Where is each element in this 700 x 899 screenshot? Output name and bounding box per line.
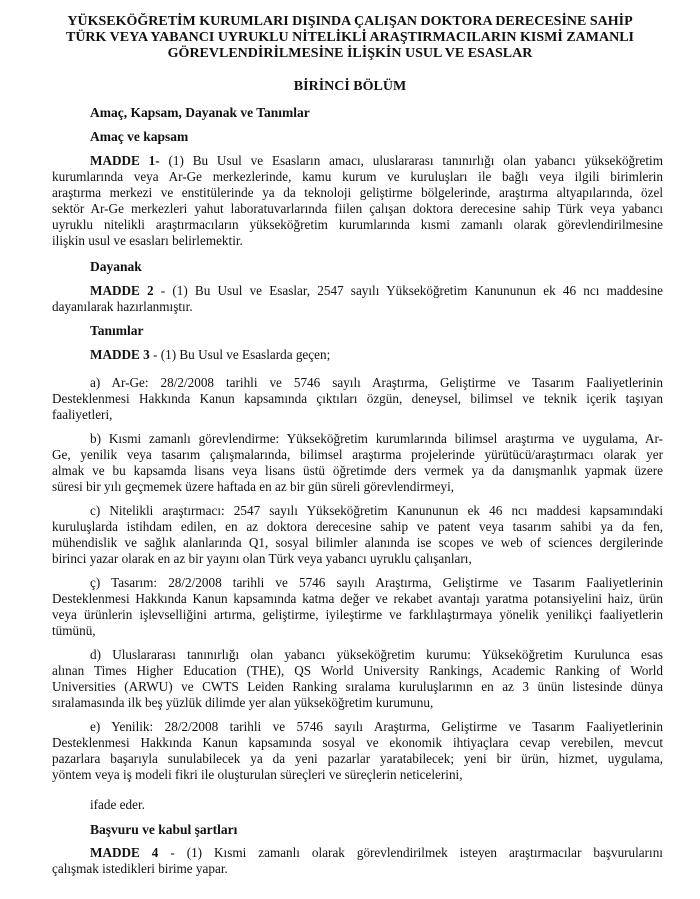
article-4-label: MADDE 4 xyxy=(90,845,159,860)
title-line-2: TÜRK VEYA YABANCI UYRUKLU NİTELİKLİ ARAŞTIRMACILARIN KISMİ ZAMANLI xyxy=(65,30,634,45)
definition-cc-line-1: ç) Tasarım: 28/2/2008 tarihli ve 5746 sayılı Araştırma, Geliştirme ve Tasarım Faaliyetlerinin xyxy=(90,575,663,590)
article-3-label: MADDE 3 xyxy=(90,347,150,362)
article-2-line-1: MADDE 2 - (1) Bu Usul ve Esaslar, 2547 sayılı Yükseköğretim Kanununun ek 46 ncı maddesine xyxy=(90,283,663,298)
definition-cc xyxy=(52,575,663,639)
definition-e-line-1: e) Yenilik: 28/2/2008 tarihli ve 5746 sayılı Araştırma, Geliştirme ve Tasarım Faaliyetlerinin xyxy=(90,719,663,734)
definition-d-line-1: d) Uluslararası tanınırlığı olan yabancı yükseköğretim kurumu: Yükseköğretim Kurulunca esas xyxy=(90,647,663,662)
definition-cc-line-4: tümünü, xyxy=(52,623,96,638)
heading-basis: Dayanak xyxy=(90,259,142,274)
section-title: BİRİNCİ BÖLÜM xyxy=(293,79,407,94)
definition-a-line-1: a) Ar-Ge: 28/2/2008 tarihli ve 5746 sayılı Araştırma, Geliştirme ve Tasarım Faaliyetlerinin xyxy=(90,375,663,390)
definition-cc-line-3: veya ürünlerin işlevselliğini artırma, geliştirme, iyileştirme ve farklılaştırmaya yönelik yenilikçi faaliyetlerin xyxy=(52,607,663,622)
heading-application: Başvuru ve kabul şartları xyxy=(90,822,238,837)
definition-e xyxy=(52,719,663,783)
article-3-intro: MADDE 3 - (1) Bu Usul ve Esaslarda geçen; xyxy=(90,347,331,362)
definition-cc-line-2: Desteklenmesi Hakkında Kanun kapsamında katma değer ve rekabet avantajı yaratma potansiyelini haiz, ürün xyxy=(52,591,663,606)
article-2 xyxy=(52,283,663,315)
definition-e-line-3: pazarlara başarıyla sunulabilecek ya da yeni pazarlar yaratabilecek; yeni bir ürün, hizmet, uygulama, xyxy=(52,751,663,766)
definition-b-line-4: süresi bir yılı geçmemek üzere haftada en az bir gün süreli görevlendirmeyi, xyxy=(52,479,455,494)
article-1 xyxy=(52,153,663,249)
article-4-line-1: MADDE 4 - (1) Kısmi zamanlı olarak görevlendirilmek isteyen araştırmacılar başvurularını xyxy=(90,845,663,860)
definition-c-line-3: mühendislik ve sağlık alanlarında Q1, sosyal bilimler alanında ise scopes ve web of sciences dergilerinde xyxy=(52,535,663,550)
article-1-line-5: uyruklu nitelikli araştırmacıların yükseköğretim kurumlarında kısmi zamanlı olarak görevlendirilmesine xyxy=(52,217,663,232)
definition-b-line-2: Ge, yenilik veya tasarım çalışmalarında, bilimsel araştırma projelerinde yürütücü/araştırmacı olarak yer xyxy=(52,447,663,462)
heading-purpose: Amaç ve kapsam xyxy=(90,129,189,144)
definition-a-line-2: Desteklenmesi Hakkında Kanun kapsamında çıktıları özgün, deneysel, bilimsel ve teknik içerik taşıyan xyxy=(52,391,663,406)
definition-d-line-2: alınan Times Higher Education (THE), QS World University Rankings, Academic Ranking of World xyxy=(52,663,663,678)
definition-e-line-4: yöntem veya iş modeli fikri ile oluşturulan süreçleri ve süreçlerin neticelerini, xyxy=(52,767,463,782)
definition-d xyxy=(52,647,663,711)
article-1-line-1: MADDE 1- (1) Bu Usul ve Esasların amacı, uluslararası tanınırlığı olan yabancı yükseköğretim xyxy=(90,153,663,168)
definition-a xyxy=(52,375,663,423)
article-4-line-2: çalışmak istedikleri birime yapar. xyxy=(52,861,228,876)
article-2-label: MADDE 2 xyxy=(90,283,154,298)
article-1-line-2: kurumlarında veya Ar-Ge merkezlerinde, kamu kurum ve kuruluşları ile bağlı veya ilgili birimlerin xyxy=(52,169,663,184)
article-1-line-6: ilişkin usul ve esasları belirlemektir. xyxy=(52,233,243,248)
definition-c xyxy=(52,503,663,567)
definition-d-line-4: sıralamasında ilk beş yüzlük dilimde yer alan yükseköğretim kurumunu, xyxy=(52,695,434,710)
heading-scope: Amaç, Kapsam, Dayanak ve Tanımlar xyxy=(90,105,310,120)
article-1-label: MADDE 1- xyxy=(90,153,160,168)
title-line-1: YÜKSEKÖĞRETİM KURUMLARI DIŞINDA ÇALIŞAN DOKTORA DERECESİNE SAHİP xyxy=(67,14,633,29)
definition-b xyxy=(52,431,663,495)
document-title xyxy=(40,14,660,62)
definition-e-line-2: Desteklenmesi Hakkında Kanun kapsamında sosyal ve ekonomik ihtiyaçlara cevap verebilen, mevcut xyxy=(52,735,663,750)
article-4 xyxy=(52,845,663,877)
definitions-closing: ifade eder. xyxy=(90,797,145,812)
definition-b-line-3: almak ve bu kapsamda lisans veya lisans üstü öğretimde ders vermek ya da danışmanlık yapmak üzere xyxy=(52,463,663,478)
definition-a-line-3: faaliyetleri, xyxy=(52,407,113,422)
article-1-line-3: araştırma merkezi ve enstitülerinde ya da teknoloji geliştirme bölgelerinde, araştırma altyapılarında, özel xyxy=(52,185,663,200)
definition-c-line-1: c) Nitelikli araştırmacı: 2547 sayılı Yükseköğretim Kanununun ek 46 ncı maddesi kapsamındaki xyxy=(90,503,663,518)
article-1-line-4: sektör Ar-Ge merkezleri yahut laboratuvarlarında fiilen çalışan doktora derecesine sahip Türk veya yabancı xyxy=(52,201,663,216)
article-2-line-2: dayanılarak hazırlanmıştır. xyxy=(52,299,193,314)
definition-c-line-2: kuruluşlarda istihdam edilen, en az doktora derecesine sahip ve patent veya tasarım sahibi ya da fen, xyxy=(52,519,663,534)
definition-c-line-4: birinci yazar olarak en az bir yayını olan Türk veya yabancı uyruklu çalışanları, xyxy=(52,551,472,566)
definition-b-line-1: b) Kısmi zamanlı görevlendirme: Yükseköğretim kurumlarında bilimsel araştırma ve uygulama, Ar- xyxy=(90,431,663,446)
definition-d-line-3: Universities (ARWU) ve CWTS Leiden Ranking sıralama kuruluşlarının en az 3 ünün listesinde dünya xyxy=(52,679,663,694)
heading-definitions: Tanımlar xyxy=(90,323,144,338)
title-line-3: GÖREVLENDİRİLMESİNE İLİŞKİN USUL VE ESASLAR xyxy=(167,46,533,61)
